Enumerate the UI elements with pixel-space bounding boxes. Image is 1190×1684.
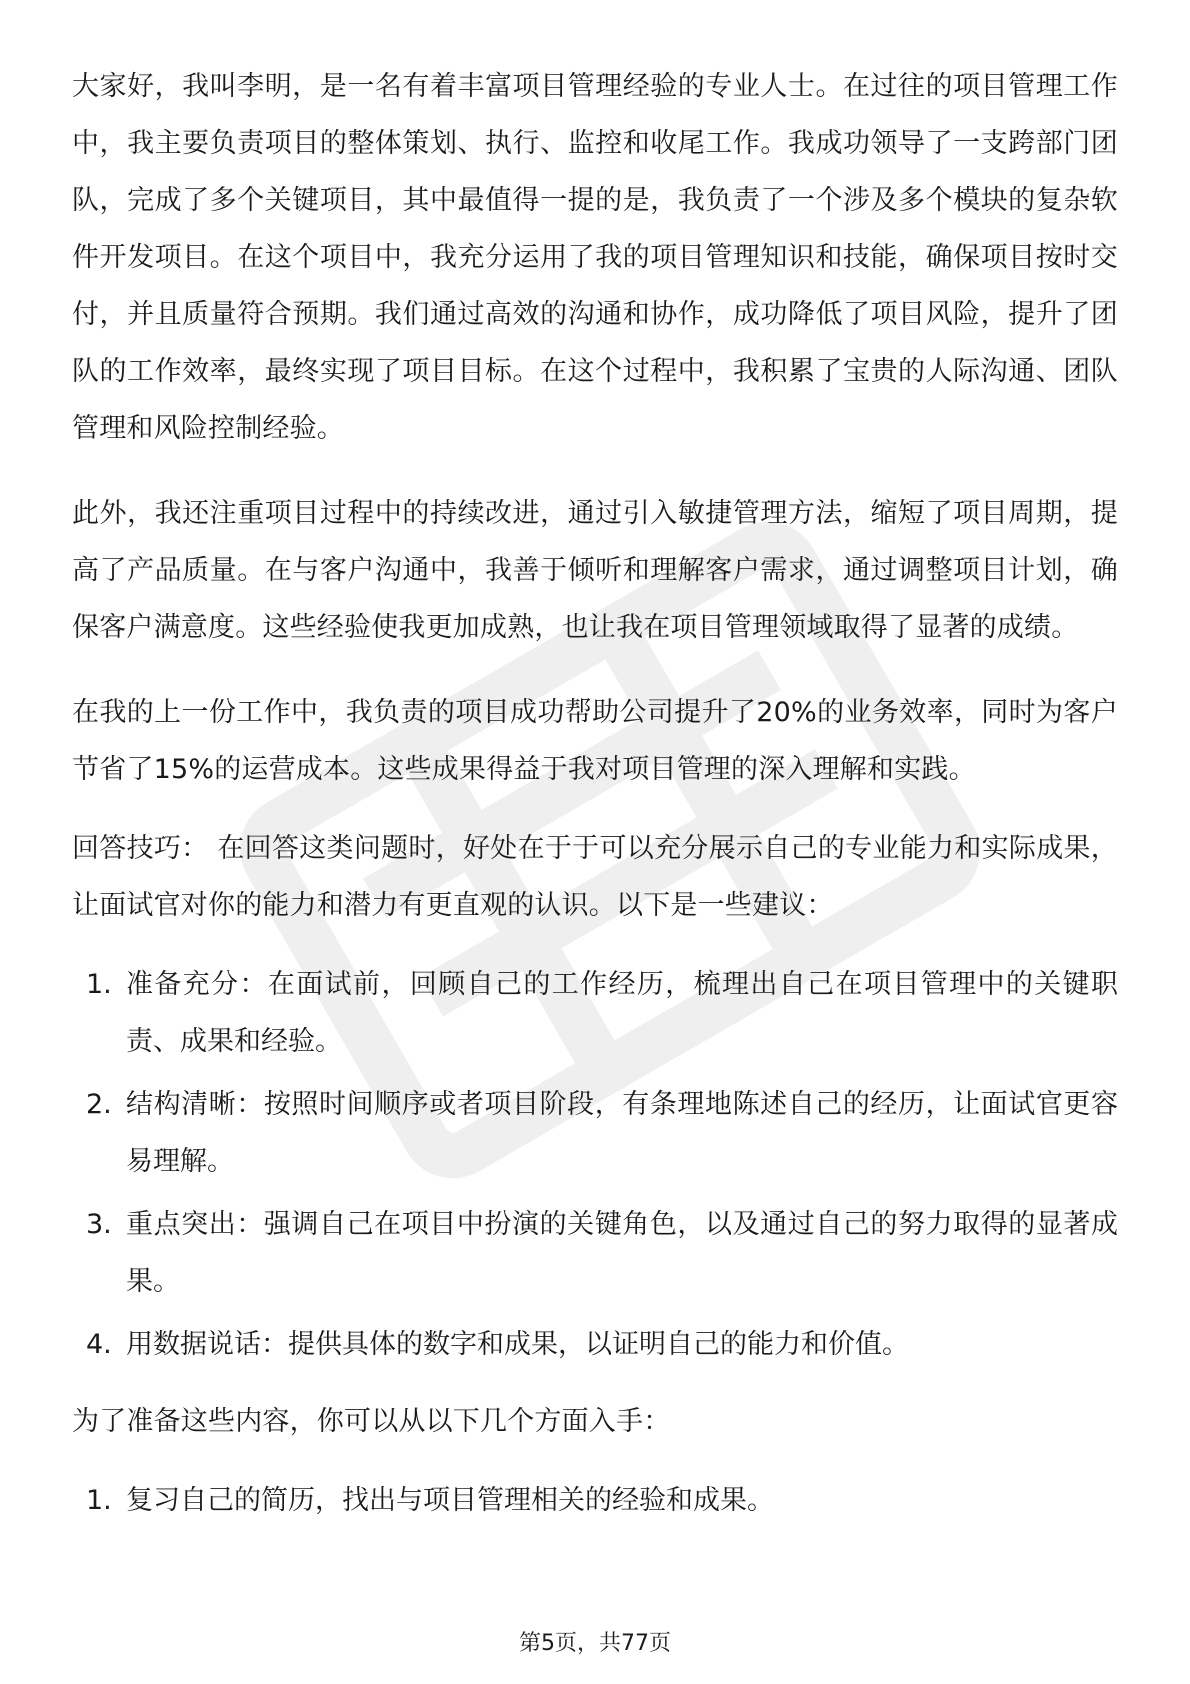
page-number-footer: 第5页，共77页 bbox=[519, 1631, 671, 1656]
list-item-text: 重点突出：强调自己在项目中扮演的关键角色，以及通过自己的努力取得的显著成果。 bbox=[126, 1209, 1118, 1297]
improvement-paragraph: 此外，我还注重项目过程中的持续改进，通过引入敏捷管理方法，缩短了项目周期，提高了产品质量。在与客户沟通中，我善于倾听和理解客户需求，通过调整项目计划，确保客户满意度。这些经验使我更加成熟，也让我在项目管理领域取得了显著的成绩。 bbox=[72, 498, 1118, 643]
list-item bbox=[72, 1076, 1118, 1190]
list-item-text: 复习自己的简历，找出与项目管理相关的经验和成果。 bbox=[126, 1485, 774, 1516]
tips-intro-paragraph: 回答技巧： 在回答这类问题时，好处在于于可以充分展示自己的专业能力和实际成果，让面试官对你的能力和潜力有更直观的认识。以下是一些建议： bbox=[72, 833, 1118, 921]
intro-paragraph: 大家好，我叫李明，是一名有着丰富项目管理经验的专业人士。在过往的项目管理工作中，我主要负责项目的整体策划、执行、监控和收尾工作。我成功领导了一支跨部门团队，完成了多个关键项目，其中最值得一提的是，我负责了一个涉及多个模块的复杂软件开发项目。在这个项目中，我充分运用了我的项目管理知识和技能，确保项目按时交付，并且质量符合预期。我们通过高效的沟通和协作，成功降低了项目风险，提升了团队的工作效率，最终实现了项目目标。在这个过程中，我积累了宝贵的人际沟通、团队管理和风险控制经验。 bbox=[72, 71, 1118, 444]
list-item bbox=[72, 1472, 1118, 1529]
list-item bbox=[72, 956, 1118, 1070]
document-body bbox=[72, 58, 1118, 1549]
results-paragraph: 在我的上一份工作中，我负责的项目成功帮助公司提升了20%的业务效率，同时为客户节省了15%的运营成本。这些成果得益于我对项目管理的深入理解和实践。 bbox=[72, 697, 1118, 785]
list-item-number: 1. bbox=[86, 969, 112, 1000]
prep-intro-paragraph: 为了准备这些内容，你可以从以下几个方面入手： bbox=[72, 1406, 671, 1437]
list-item-text: 结构清晰：按照时间顺序或者项目阶段，有条理地陈述自己的经历，让面试官更容易理解。 bbox=[126, 1089, 1118, 1177]
list-item bbox=[72, 1196, 1118, 1310]
list-item bbox=[72, 1316, 1118, 1373]
list-item-number: 4. bbox=[86, 1329, 112, 1360]
list-item-number: 1. bbox=[86, 1485, 112, 1516]
prep-list bbox=[72, 1472, 1118, 1529]
tips-list bbox=[72, 956, 1118, 1373]
list-item-text: 用数据说话：提供具体的数字和成果，以证明自己的能力和价值。 bbox=[126, 1329, 909, 1360]
list-item-number: 2. bbox=[86, 1089, 112, 1120]
list-item-number: 3. bbox=[86, 1209, 112, 1240]
list-item-text: 准备充分：在面试前，回顾自己的工作经历，梳理出自己在项目管理中的关键职责、成果和经验。 bbox=[126, 969, 1118, 1057]
